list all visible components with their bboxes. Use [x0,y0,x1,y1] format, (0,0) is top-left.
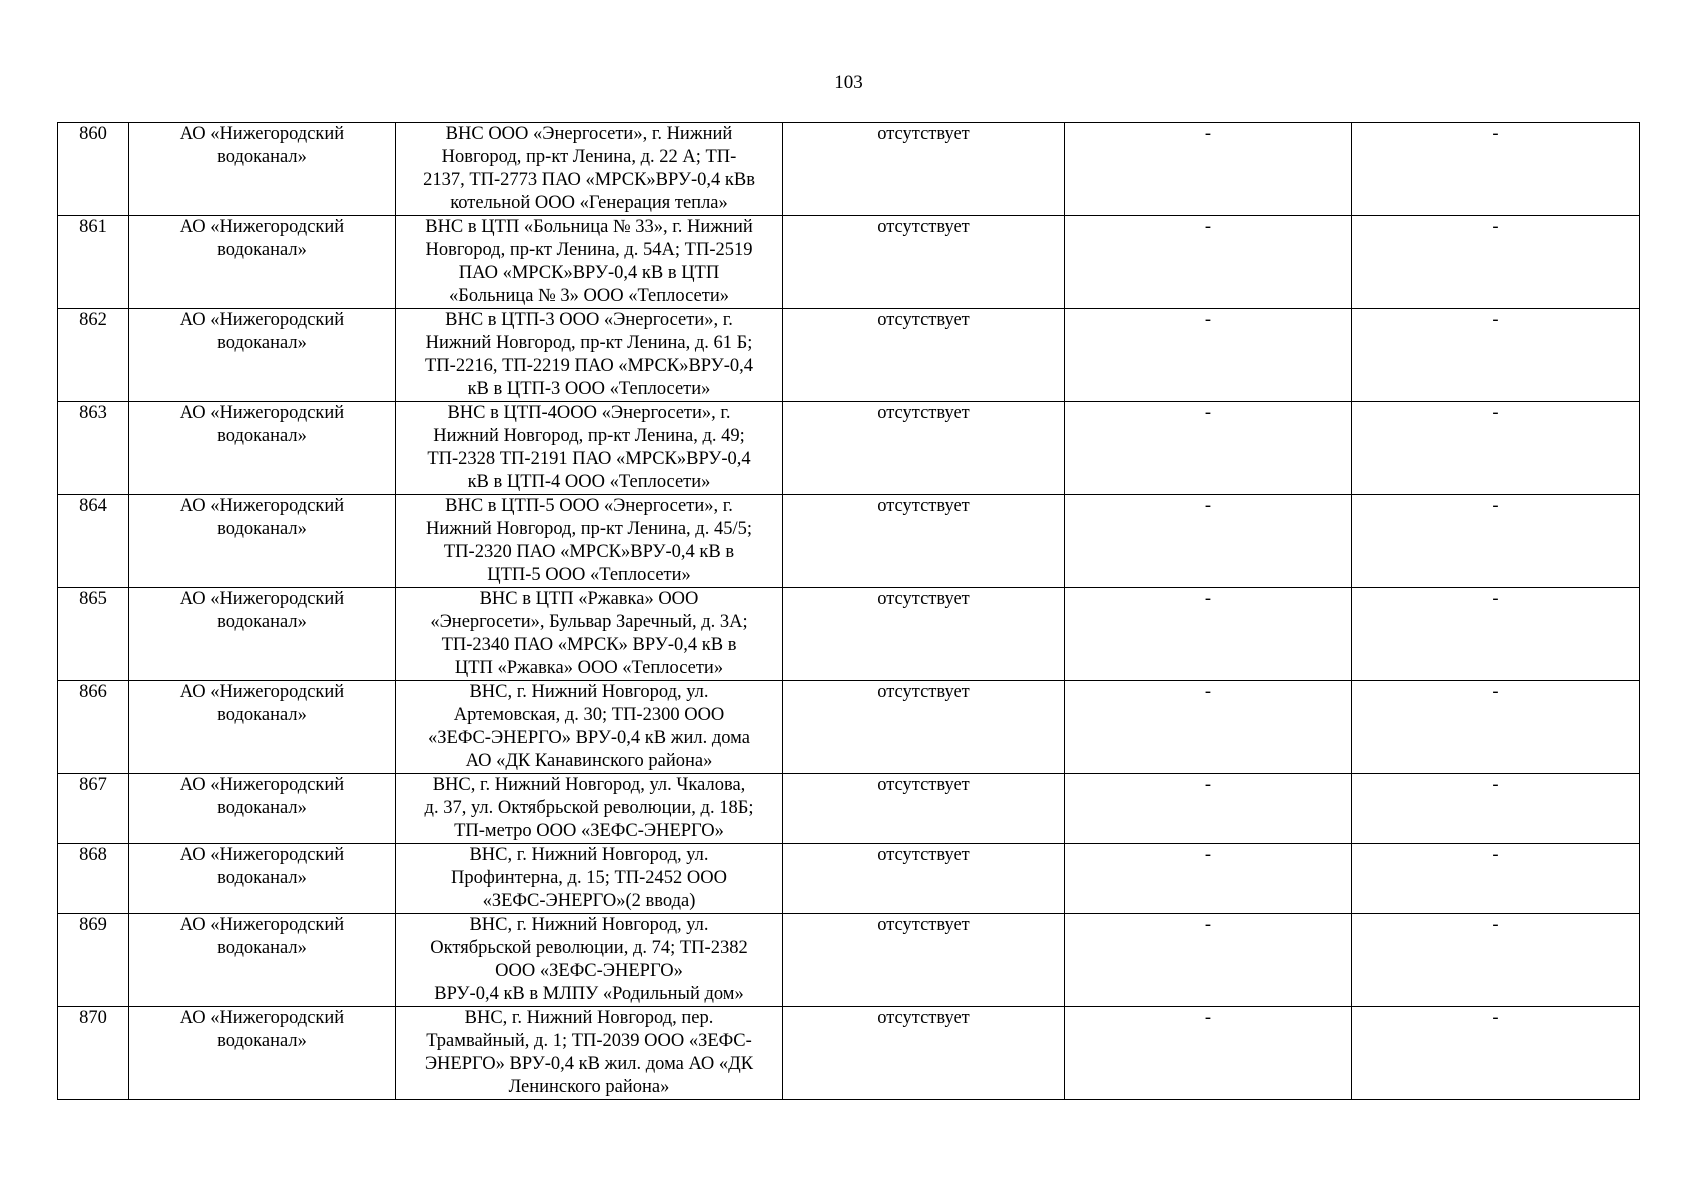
object-line: ТП-2340 ПАО «МРСК» ВРУ-0,4 кВ в [441,635,737,655]
table-row [58,495,1640,588]
object-line: ВНС, г. Нижний Новгород, ул. Чкалова, [432,775,746,795]
organization-line: водоканал» [217,798,307,818]
object-line: Артемовская, д. 30; ТП-2300 ООО [453,705,725,725]
row-number-cell [58,309,129,402]
object-line: кВ в ЦТП-4 ООО «Теплосети» [467,472,711,492]
row-number-cell [58,774,129,844]
status-text: отсутствует [877,496,970,516]
status-text: отсутствует [877,915,970,935]
object-line: ВНС в ЦТП-5 ООО «Энергосети», г. [445,496,733,516]
dash-cell [1065,1007,1352,1100]
object-line: ВНС в ЦТП-4ООО «Энергосети», г. [447,403,731,423]
dash-value: - [1204,124,1212,144]
dash-cell [1065,588,1352,681]
organization-line: АО «Нижегородский [179,845,345,865]
dash-value: - [1204,589,1212,609]
object-line: ВНС в ЦТП «Больница № 33», г. Нижний [425,217,753,237]
organization-line: АО «Нижегородский [179,775,345,795]
row-number-cell [58,1007,129,1100]
row-number: 862 [79,310,107,330]
status-text: отсутствует [877,403,970,423]
organization-cell [129,774,396,844]
page-number: 103 [834,72,863,93]
organization-line: водоканал» [217,705,307,725]
status-cell [783,123,1065,216]
organization-line: АО «Нижегородский [179,496,345,516]
organization-line: АО «Нижегородский [179,1008,345,1028]
organization-cell [129,1007,396,1100]
row-number-cell [58,402,129,495]
table-row [58,681,1640,774]
dash-cell [1065,402,1352,495]
row-number: 864 [79,496,107,516]
row-number: 860 [79,124,107,144]
status-cell [783,309,1065,402]
dash-value: - [1204,915,1212,935]
status-cell [783,216,1065,309]
object-line: ВНС, г. Нижний Новгород, ул. [469,682,709,702]
object-line: ПАО «МРСК»ВРУ-0,4 кВ в ЦТП [458,263,720,283]
table-body [58,123,1640,1100]
organization-cell [129,681,396,774]
row-number-cell [58,123,129,216]
dash-cell [1065,216,1352,309]
object-line: ВРУ-0,4 кВ в МЛПУ «Родильный дом» [434,984,744,1004]
organization-cell [129,588,396,681]
dash-value: - [1204,496,1212,516]
organization-line: водоканал» [217,333,307,353]
row-number: 869 [79,915,107,935]
status-cell [783,914,1065,1007]
object-line: «ЗЕФС-ЭНЕРГО» ВРУ-0,4 кВ жил. дома [428,728,750,748]
dash-value: - [1492,1008,1499,1028]
object-line: «Больница № 3» ООО «Теплосети» [449,286,729,306]
organization-cell [129,844,396,914]
object-line: ЦТП «Ржавка» ООО «Теплосети» [454,658,724,678]
organization-line: водоканал» [217,426,307,446]
organization-cell [129,402,396,495]
object-line: ЦТП-5 ООО «Теплосети» [487,565,691,585]
object-line: АО «ДК Канавинского района» [465,751,713,771]
object-line: Октябрьской революции, д. 74; ТП-2382 [430,938,748,958]
status-text: отсутствует [877,845,970,865]
object-cell [396,844,783,914]
dash-cell [1352,1007,1640,1100]
organization-line: водоканал» [217,1031,307,1051]
dash-cell [1065,309,1352,402]
status-cell [783,681,1065,774]
row-number-cell [58,681,129,774]
dash-value: - [1492,403,1499,423]
organization-line: водоканал» [217,938,307,958]
dash-cell [1065,495,1352,588]
organization-cell [129,914,396,1007]
object-line: ООО «ЗЕФС-ЭНЕРГО» [495,961,683,981]
row-number-cell [58,844,129,914]
organization-line: АО «Нижегородский [179,217,345,237]
registry-table [57,122,1640,1100]
table-row [58,774,1640,844]
dash-value: - [1204,1008,1212,1028]
object-line: ВНС в ЦТП-3 ООО «Энергосети», г. [445,310,733,330]
dash-value: - [1492,775,1499,795]
dash-cell [1352,495,1640,588]
dash-value: - [1204,310,1212,330]
dash-value: - [1204,682,1212,702]
row-number: 868 [79,845,107,865]
status-cell [783,844,1065,914]
organization-line: водоканал» [217,240,307,260]
organization-line: АО «Нижегородский [179,589,345,609]
dash-cell [1352,588,1640,681]
object-cell [396,402,783,495]
object-line: 2137, ТП-2773 ПАО «МРСК»ВРУ-0,4 кВв [423,170,755,190]
dash-value: - [1492,682,1499,702]
organization-line: водоканал» [217,147,307,167]
dash-value: - [1204,845,1212,865]
object-line: Нижний Новгород, пр-кт Ленина, д. 45/5; [426,519,752,539]
object-line: кВ в ЦТП-3 ООО «Теплосети» [467,379,711,399]
table-row [58,216,1640,309]
status-text: отсутствует [877,310,970,330]
dash-value: - [1204,775,1212,795]
table-row [58,309,1640,402]
row-number: 870 [79,1008,107,1028]
object-line: ТП-метро ООО «ЗЕФС-ЭНЕРГО» [454,821,724,841]
status-cell [783,402,1065,495]
object-line: ТП-2328 ТП-2191 ПАО «МРСК»ВРУ-0,4 [427,449,751,469]
object-line: Профинтерна, д. 15; ТП-2452 ООО [450,868,727,888]
dash-value: - [1492,496,1499,516]
organization-line: АО «Нижегородский [179,682,345,702]
dash-value: - [1492,845,1499,865]
dash-cell [1352,402,1640,495]
object-line: «ЗЕФС-ЭНЕРГО»(2 ввода) [482,891,696,911]
dash-cell [1352,844,1640,914]
status-text: отсутствует [877,1008,970,1028]
object-line: ЭНЕРГО» ВРУ-0,4 кВ жил. дома АО «ДК [424,1054,754,1074]
row-number-cell [58,495,129,588]
row-number-cell [58,588,129,681]
row-number: 867 [79,775,107,795]
status-cell [783,1007,1065,1100]
row-number: 865 [79,589,107,609]
object-line: ВНС, г. Нижний Новгород, пер. [464,1008,714,1028]
organization-cell [129,123,396,216]
dash-cell [1352,914,1640,1007]
status-text: отсутствует [877,124,970,144]
organization-line: АО «Нижегородский [179,915,345,935]
dash-value: - [1492,589,1499,609]
status-text: отсутствует [877,589,970,609]
dash-cell [1065,681,1352,774]
object-cell [396,216,783,309]
row-number-cell [58,216,129,309]
object-line: «Энергосети», Бульвар Заречный, д. 3А; [430,612,748,632]
status-cell [783,774,1065,844]
object-cell [396,914,783,1007]
object-line: котельной ООО «Генерация тепла» [450,193,728,213]
object-cell [396,309,783,402]
status-text: отсутствует [877,217,970,237]
dash-cell [1352,309,1640,402]
dash-cell [1352,123,1640,216]
dash-cell [1065,914,1352,1007]
object-line: Новгород, пр-кт Ленина, д. 54А; ТП-2519 [425,240,753,260]
object-cell [396,1007,783,1100]
object-line: ВНС ООО «Энергосети», г. Нижний [445,124,733,144]
object-cell [396,123,783,216]
organization-line: АО «Нижегородский [179,403,345,423]
row-number: 863 [79,403,107,423]
object-line: Трамвайный, д. 1; ТП-2039 ООО «ЗЕФС- [426,1031,752,1051]
object-cell [396,774,783,844]
dash-cell [1065,774,1352,844]
status-text: отсутствует [877,775,970,795]
table-row [58,588,1640,681]
status-text: отсутствует [877,682,970,702]
status-cell [783,495,1065,588]
dash-value: - [1492,915,1499,935]
object-cell [396,681,783,774]
dash-value: - [1204,217,1212,237]
object-line: Нижний Новгород, пр-кт Ленина, д. 49; [433,426,745,446]
organization-cell [129,309,396,402]
table-row [58,844,1640,914]
object-cell [396,495,783,588]
table-row [58,402,1640,495]
row-number: 866 [79,682,107,702]
organization-cell [129,216,396,309]
object-line: ВНС, г. Нижний Новгород, ул. [469,845,709,865]
object-line: ТП-2216, ТП-2219 ПАО «МРСК»ВРУ-0,4 [425,356,753,376]
organization-line: водоканал» [217,868,307,888]
organization-cell [129,495,396,588]
object-line: ВНС, г. Нижний Новгород, ул. [469,915,709,935]
object-line: Ленинского района» [508,1077,670,1097]
dash-cell [1352,681,1640,774]
object-cell [396,588,783,681]
organization-line: АО «Нижегородский [179,310,345,330]
dash-value: - [1492,217,1499,237]
table-row [58,914,1640,1007]
organization-line: АО «Нижегородский [179,124,345,144]
row-number-cell [58,914,129,1007]
dash-value: - [1492,124,1499,144]
table-row [58,123,1640,216]
object-line: Нижний Новгород, пр-кт Ленина, д. 61 Б; [425,333,753,353]
object-line: ВНС в ЦТП «Ржавка» ООО [479,589,699,609]
organization-line: водоканал» [217,519,307,539]
object-line: Новгород, пр-кт Ленина, д. 22 А; ТП- [441,147,737,167]
dash-value: - [1492,310,1499,330]
table-row [58,1007,1640,1100]
dash-cell [1352,774,1640,844]
status-cell [783,588,1065,681]
object-line: д. 37, ул. Октябрьской революции, д. 18Б; [424,798,754,818]
organization-line: водоканал» [217,612,307,632]
dash-cell [1352,216,1640,309]
dash-value: - [1204,403,1212,423]
dash-cell [1065,123,1352,216]
dash-cell [1065,844,1352,914]
row-number: 861 [79,217,107,237]
object-line: ТП-2320 ПАО «МРСК»ВРУ-0,4 кВ в [443,542,735,562]
